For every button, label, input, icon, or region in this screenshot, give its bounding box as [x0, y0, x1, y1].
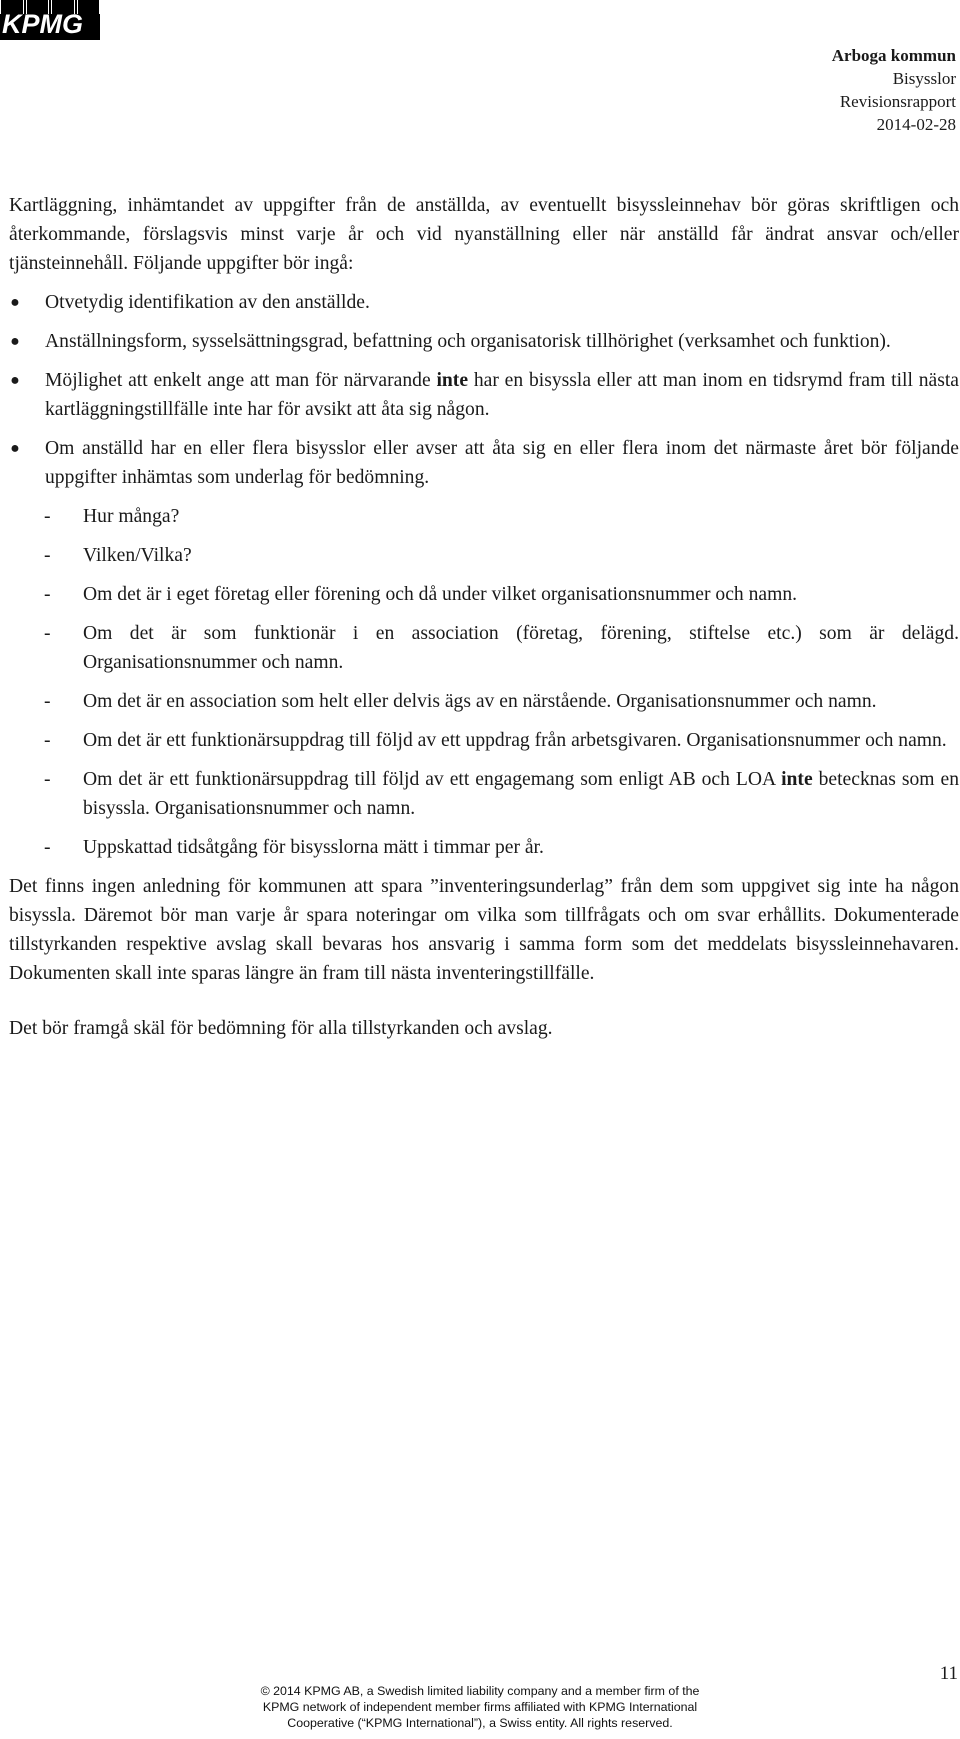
requirements-list: [9, 288, 959, 492]
footer-line: © 2014 KPMG AB, a Swedish limited liability company and a member firm of the: [260, 1684, 700, 1698]
details-list: [9, 502, 959, 862]
list-item-text: Om det är ett funktionärsuppdrag till följd av ett uppdrag från arbetsgivaren. Organisationsnummer och namn.: [83, 730, 947, 751]
logo-text: KPMG: [2, 9, 83, 39]
document-header: [832, 44, 956, 136]
list-item: [9, 541, 959, 570]
list-item-text-end: har en bisyssla eller att man inom en tidsrymd fram till nästa kartläggningstillfälle inte har för avsikt att åta sig någon.: [45, 370, 959, 420]
list-item-text-start: Om det är ett funktionärsuppdrag till följd av ett engagemang som enligt AB och LOA: [83, 769, 782, 790]
bullet-icon: ●: [10, 372, 20, 389]
copyright-footer: [0, 1683, 960, 1731]
list-item: [9, 327, 959, 356]
emphasis-text: inte: [436, 370, 469, 391]
list-item: [9, 726, 959, 755]
list-item-text-start: Möjlighet att enkelt ange att man för närvarande: [45, 370, 437, 391]
list-item: [9, 366, 959, 424]
list-item: [9, 687, 959, 716]
document-body: [9, 191, 959, 1043]
header-report-type: Revisionsrapport: [839, 92, 956, 111]
dash-marker: -: [44, 545, 51, 566]
list-item: [9, 434, 959, 492]
list-item-text: Om det är en association som helt eller delvis ägs av en närstående. Organisationsnummer och namn.: [83, 691, 877, 712]
list-item-text: Otvetydig identifikation av den anställde.: [45, 292, 370, 313]
intro-paragraph: Kartläggning, inhämtandet av uppgifter från de anställda, av eventuellt bisyssleinnehav bör göras skriftligen och återkommande, förslagsvis minst varje år och vid nyanställning eller när anställd får ändrat ansvar och/eller tjänsteinnehåll. Följande uppgifter bör ingå:: [9, 195, 959, 274]
list-item: [9, 833, 959, 862]
dash-marker: -: [44, 506, 51, 527]
dash-marker: -: [44, 730, 51, 751]
header-organization: Arboga kommun: [831, 46, 956, 65]
dash-marker: -: [44, 769, 51, 790]
list-item: [9, 580, 959, 609]
list-item: [9, 765, 959, 823]
list-item-text: Om det är i eget företag eller förening och då under vilket organisationsnummer och namn.: [83, 584, 798, 605]
bullet-icon: ●: [10, 294, 20, 311]
list-item-text: Hur många?: [83, 506, 180, 527]
dash-marker: -: [44, 584, 51, 605]
list-item-text: Vilken/Vilka?: [83, 545, 192, 566]
bullet-icon: ●: [10, 440, 20, 457]
emphasis-text: inte: [781, 769, 813, 790]
list-item-text: Om anställd har en eller flera bisysslor eller avser att åta sig en eller flera inom det närmaste året bör följande uppgifter inhämtas som underlag för bedömning.: [45, 438, 959, 488]
closing-paragraph: Det bör framgå skäl för bedömning för alla tillstyrkanden och avslag.: [9, 1018, 553, 1039]
bullet-icon: ●: [10, 333, 20, 350]
list-item-text: Anställningsform, sysselsättningsgrad, befattning och organisatorisk tillhörighet (verksamhet och funktion).: [45, 331, 891, 352]
storage-paragraph: Det finns ingen anledning för kommunen att spara ”inventeringsunderlag” från dem som uppgivet sig inte ha någon bisyssla. Däremot bör man varje år spara noteringar om vilka som tillfrågats och om svar erhållits. Dokumenterade tillstyrkanden respektive avslag skall bevaras hos ansvarig i samma form som det meddelats bisyssleinnehavaren. Dokumenten skall inte sparas längre än fram till nästa inventeringstillfälle.: [9, 876, 959, 984]
dash-marker: -: [44, 623, 51, 644]
footer-line: KPMG network of independent member firms affiliated with KPMG International: [262, 1700, 698, 1714]
list-item-text-end: betecknas som en bisyssla. Organisationsnummer och namn.: [83, 769, 959, 819]
page-number: 11: [939, 1663, 958, 1684]
list-item: [9, 619, 959, 677]
footer-line: Cooperative (“KPMG International”), a Swiss entity. All rights reserved.: [287, 1716, 673, 1730]
list-item-text: Om det är som funktionär i en association (företag, förening, stiftelse etc.) som är delägd. Organisationsnummer och namn.: [83, 623, 959, 673]
kpmg-logo: [0, 0, 100, 40]
dash-marker: -: [44, 691, 51, 712]
list-item: [9, 502, 959, 531]
list-item: [9, 288, 959, 317]
dash-marker: -: [44, 837, 51, 858]
header-subject: Bisysslor: [892, 69, 956, 88]
list-item-text: Uppskattad tidsåtgång för bisysslorna mätt i timmar per år.: [83, 837, 544, 858]
header-date: 2014-02-28: [876, 115, 956, 134]
